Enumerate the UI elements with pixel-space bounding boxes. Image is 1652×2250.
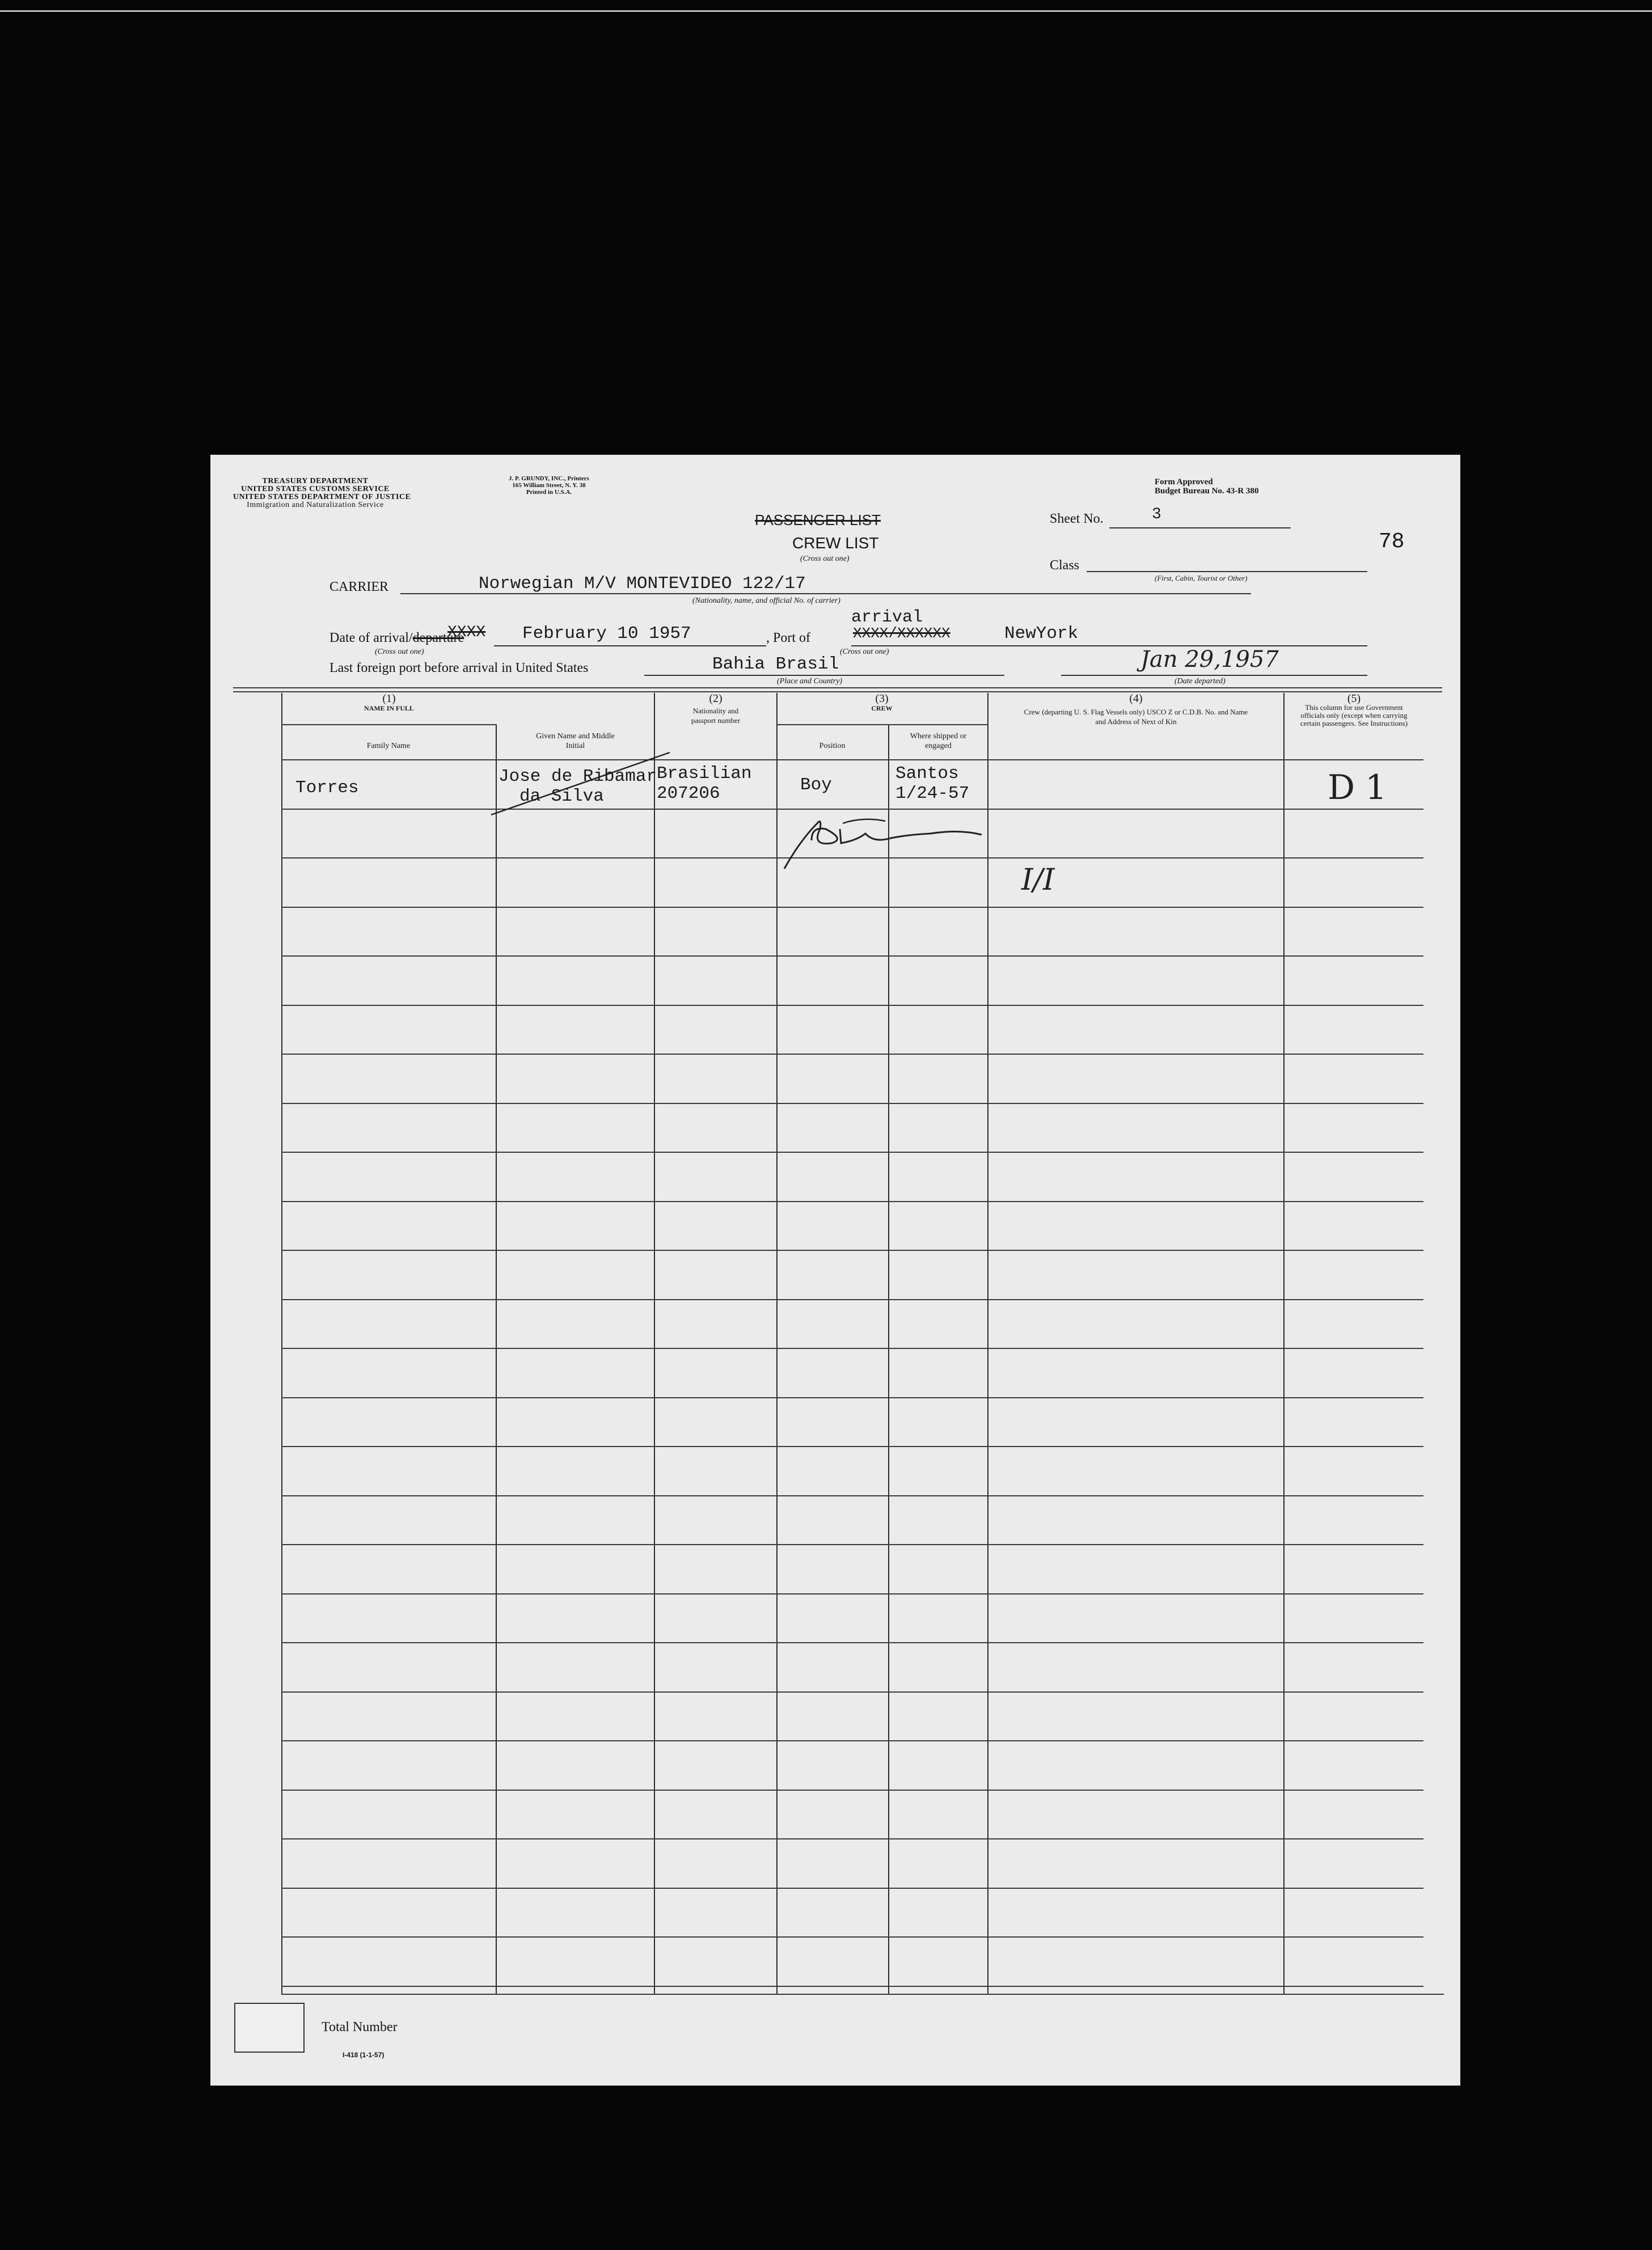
col1b-header: Given Name and Middle Initial [536,732,615,750]
row1-official-mark: D1 [1328,768,1397,807]
carrier-label: CARRIER [329,580,389,594]
agency-line-3: UNITED STATES DEPARTMENT OF JUSTICE [233,493,411,501]
date-departed-value: Jan 29,1957 [1140,646,1279,673]
initials-mark: I/I [1021,863,1055,897]
table-row-line [281,1005,1423,1006]
carrier-note: (Nationality, name, and official No. of carrier) [692,597,840,605]
arrival-label-prefix: Date of arrival/ [329,631,413,645]
port-struck: XXXX/XXXXXX [853,625,950,642]
row1-given-name-1: Jose de Ribamar [498,767,657,786]
agency-line-1: TREASURY DEPARTMENT [262,477,369,485]
table-row-line [281,1348,1423,1349]
table-row-line [281,1250,1423,1251]
form-approved-line-1: Form Approved [1155,477,1213,487]
scan-edge-line [0,10,1652,12]
crew-table [210,455,1460,2086]
row1-position: Boy [800,775,832,795]
table-row-line [281,1544,1423,1545]
table-row-line [281,1299,1423,1300]
last-port-note: (Place and Country) [777,677,843,686]
passenger-list-struck: PASSENGER LIST [755,511,881,528]
col3-number: (3) [875,692,889,705]
col2-number: (2) [709,692,723,705]
class-note: (First, Cabin, Tourist or Other) [1155,574,1248,582]
table-bottom-line [281,1994,1444,1995]
col-line-1 [496,724,497,1994]
col1-number: (1) [382,692,396,705]
col-line-left [281,693,282,1994]
header-bottom-line [281,759,1423,760]
col4-number: (4) [1129,692,1143,705]
total-label: Total Number [322,2020,398,2035]
signature-path-1 [784,822,837,869]
port-arrival-overtype: arrival [851,608,923,627]
arrival-date-value: February 10 1957 [522,624,691,644]
col3b-header: Where shipped or engaged [910,732,967,750]
table-row-line [281,1054,1423,1055]
last-port-label: Last foreign port before arrival in United States [329,661,589,675]
arrival-struck-value: XXXX [447,624,486,641]
table-row-line [281,1103,1423,1104]
row1-shipped-2: 1/24-57 [895,784,970,803]
table-row-line [281,1740,1423,1741]
date-departed-note: (Date departed) [1174,677,1226,686]
title-cross-note: (Cross out one) [800,555,850,563]
col2-title: Nationality and passport number [691,707,741,725]
port-cross-note: (Cross out one) [840,648,889,656]
arrival-cross-note: (Cross out one) [375,648,424,656]
last-port-value: Bahia Brasil [712,654,839,674]
printer-line-1: J. P. GRUNDY, INC., Printers [509,475,589,482]
table-row-line [281,1790,1423,1791]
col5-title: This column for use Government officials only (except when carrying certain passengers. See Instructions) [1300,703,1408,728]
port-label: , Port of [766,631,810,645]
row1-passport: 207206 [657,784,720,803]
col3-title: CREW [871,704,893,712]
carrier-value: Norwegian M/V MONTEVIDEO 122/17 [479,574,806,594]
table-row-line [281,1691,1423,1693]
form-approved-line-2: Budget Bureau No. 43-R 380 [1155,487,1259,496]
col4-header [988,694,1283,726]
col2-header [655,694,776,725]
total-box [234,2003,305,2053]
crew-list-form [210,455,1460,2086]
col-line-4 [987,693,988,1994]
given-name-strike [488,750,675,818]
table-row-line [281,955,1423,957]
signature-path-3 [843,819,885,823]
agency-line-2: UNITED STATES CUSTOMS SERVICE [241,485,390,493]
row1-nationality: Brasilian [657,764,752,784]
col4-title: Crew (departing U. S. Flag Vessels only) USCO Z or C.D.B. No. and Name and Address of Next of Kin [1024,708,1248,726]
row1-family-name: Torres [295,778,359,798]
table-row-line [281,1936,1423,1938]
table-row-line [281,1838,1423,1839]
table-row-line [281,1201,1423,1202]
signature-mark [778,812,993,874]
col5-header [1285,694,1423,728]
printer-line-2: 165 William Street, N. Y. 38 [512,482,586,489]
given-name-strike-path [491,752,670,815]
col-line-3 [776,693,778,1994]
col5-number: (5) [1347,692,1361,705]
table-row-line [281,1642,1423,1643]
table-row-line [281,1593,1423,1595]
form-code: I-418 (1-1-57) [343,2051,385,2059]
class-label: Class [1050,558,1080,573]
col3-header [776,694,987,713]
table-row-line [281,907,1423,908]
subheader-line-name [281,724,497,725]
col1a-header: Family Name [366,742,411,750]
col1-header [281,694,497,713]
table-row-line [281,809,1423,810]
col-line-3b [888,724,889,1994]
sheet-number: 3 [1152,506,1161,523]
table-row-line [281,1397,1423,1398]
col-line-5 [1283,693,1285,1994]
sheet-label: Sheet No. [1050,511,1104,526]
table-row-line [281,1495,1423,1496]
printer-line-3: Printed in U.S.A. [526,489,572,496]
table-row-line [281,1446,1423,1447]
col3a-header: Position [819,742,846,750]
port-value: NewYork [1004,624,1079,644]
agency-line-4: Immigration and Naturalization Service [247,501,384,509]
col-line-2 [654,693,655,1994]
subheader-line-crew [776,724,988,725]
page-number: 78 [1379,530,1405,554]
row1-shipped-1: Santos [895,764,959,784]
col1-title: NAME IN FULL [364,704,414,712]
table-row-line [281,1152,1423,1153]
crew-list-title: CREW LIST [792,534,879,552]
departure-struck: departure [412,631,464,645]
row1-given-name-2: da Silva [519,786,604,806]
signature-path-2 [840,829,982,843]
table-row-line [281,1986,1423,1987]
table-row-line [281,1888,1423,1889]
